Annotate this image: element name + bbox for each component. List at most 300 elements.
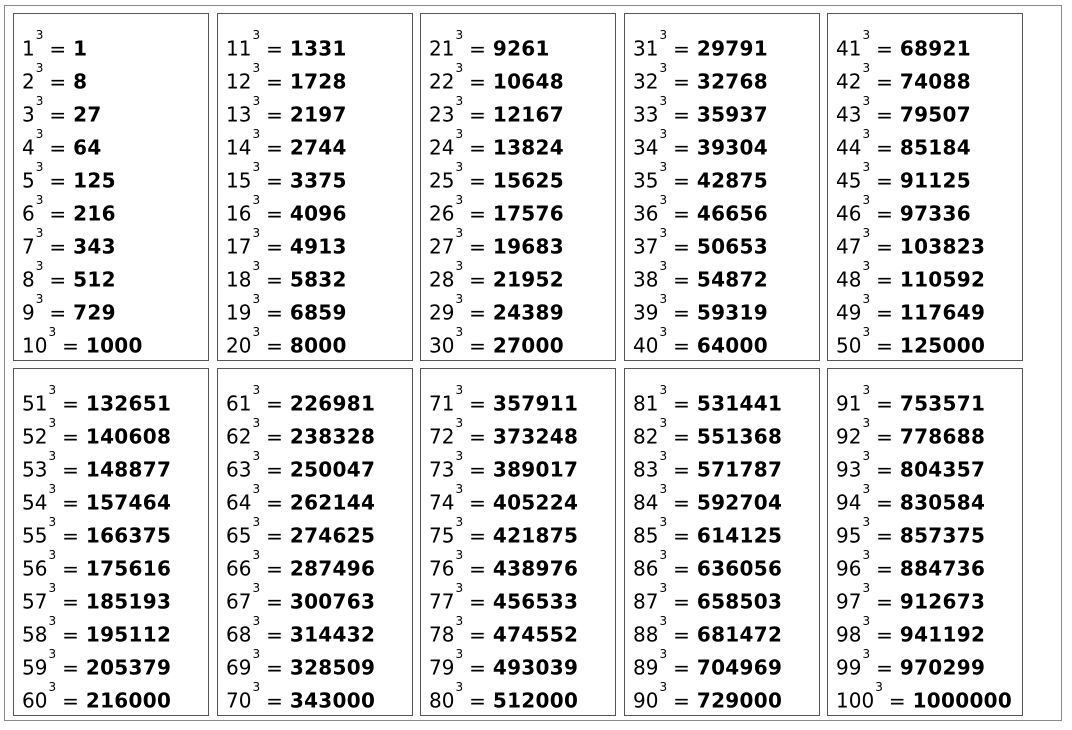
equals-sign: =: [266, 333, 283, 358]
cube-row: [429, 226, 564, 259]
cube-row: [226, 647, 375, 680]
cube-row: [22, 680, 171, 713]
cube-value: 857375: [899, 523, 986, 548]
cube-row: [226, 581, 375, 614]
cube-value: 238328: [289, 424, 376, 449]
equals-sign: =: [876, 234, 893, 259]
cube-row: [633, 226, 768, 259]
cube-exponent: 3: [862, 160, 871, 174]
cube-exponent: 3: [862, 548, 871, 562]
cube-base: 19: [226, 300, 252, 325]
cube-value: 753571: [899, 391, 986, 416]
cube-row: [633, 28, 768, 61]
cube-exponent: 3: [35, 127, 44, 141]
cube-value: 778688: [899, 424, 986, 449]
cube-base: 30: [429, 333, 455, 358]
cube-base: 40: [633, 333, 659, 358]
cube-row: [633, 259, 768, 292]
cube-base: 76: [429, 556, 455, 581]
cube-base: 38: [633, 267, 659, 292]
cube-value: 157464: [85, 490, 172, 515]
cube-exponent: 3: [659, 416, 668, 430]
cube-base: 96: [836, 556, 862, 581]
cube-exponent: 3: [659, 193, 668, 207]
cube-exponent: 3: [252, 226, 261, 240]
cube-value: 46656: [696, 201, 768, 226]
cube-block: [13, 13, 209, 361]
equals-sign: =: [266, 300, 283, 325]
cube-exponent: 3: [659, 581, 668, 595]
cube-base: 39: [633, 300, 659, 325]
cube-base: 69: [226, 655, 252, 680]
cube-exponent: 3: [455, 226, 464, 240]
equals-sign: =: [469, 589, 486, 614]
cube-row: [836, 226, 985, 259]
cube-exponent: 3: [862, 416, 871, 430]
equals-sign: =: [673, 589, 690, 614]
equals-sign: =: [469, 655, 486, 680]
cube-exponent: 3: [862, 61, 871, 75]
cube-row: [429, 482, 578, 515]
cube-value: 804357: [899, 457, 986, 482]
cube-row: [226, 292, 347, 325]
cube-exponent: 3: [35, 226, 44, 240]
cube-exponent: 3: [48, 548, 57, 562]
cube-value: 42875: [696, 168, 768, 193]
cube-row: [429, 383, 578, 416]
equals-sign: =: [62, 424, 79, 449]
cube-row: [22, 292, 143, 325]
cube-exponent: 3: [455, 680, 464, 694]
cube-base: 6: [22, 201, 35, 226]
equals-sign: =: [888, 688, 906, 713]
equals-sign: =: [876, 36, 893, 61]
cube-exponent: 3: [48, 325, 57, 339]
equals-sign: =: [469, 457, 486, 482]
cube-base: 44: [836, 135, 862, 160]
cube-exponent: 3: [455, 548, 464, 562]
cube-base: 72: [429, 424, 455, 449]
cube-base: 94: [836, 490, 862, 515]
equals-sign: =: [673, 135, 690, 160]
equals-sign: =: [266, 69, 283, 94]
cube-base: 10: [22, 333, 48, 358]
cube-exponent: 3: [48, 515, 57, 529]
cube-base: 60: [22, 688, 48, 713]
cube-row: [22, 383, 171, 416]
cube-exponent: 3: [455, 416, 464, 430]
cube-base: 17: [226, 234, 252, 259]
cube-row: [226, 614, 375, 647]
cube-exponent: 3: [862, 482, 871, 496]
cube-value: 175616: [85, 556, 172, 581]
cube-exponent: 3: [659, 325, 668, 339]
equals-sign: =: [62, 391, 79, 416]
cube-value: 17576: [492, 201, 564, 226]
cube-value: 216: [73, 201, 116, 226]
cube-value: 389017: [492, 457, 579, 482]
cube-exponent: 3: [252, 28, 261, 42]
cube-base: 15: [226, 168, 252, 193]
cube-value: 13824: [492, 135, 564, 160]
equals-sign: =: [62, 333, 79, 358]
cube-row: [429, 193, 564, 226]
cube-value: 117649: [899, 300, 986, 325]
equals-sign: =: [876, 391, 893, 416]
equals-sign: =: [469, 201, 486, 226]
cube-row: [836, 61, 985, 94]
equals-sign: =: [266, 201, 283, 226]
cube-value: 132651: [85, 391, 172, 416]
cube-exponent: 3: [252, 581, 261, 595]
cube-value: 185193: [85, 589, 172, 614]
cube-value: 15625: [492, 168, 564, 193]
cube-base: 46: [836, 201, 862, 226]
cube-value: 729: [73, 300, 116, 325]
equals-sign: =: [266, 622, 283, 647]
equals-sign: =: [49, 135, 67, 160]
equals-sign: =: [49, 267, 67, 292]
equals-sign: =: [62, 490, 79, 515]
cube-base: 47: [836, 234, 862, 259]
cube-row: [226, 127, 347, 160]
cube-base: 48: [836, 267, 862, 292]
cube-row: [836, 383, 1012, 416]
cube-value: 226981: [289, 391, 376, 416]
equals-sign: =: [876, 424, 893, 449]
cube-exponent: 3: [48, 416, 57, 430]
cube-value: 91125: [899, 168, 971, 193]
cube-exponent: 3: [659, 160, 668, 174]
cube-value: 195112: [85, 622, 172, 647]
cube-value: 884736: [899, 556, 986, 581]
cube-row: [22, 94, 143, 127]
equals-sign: =: [469, 688, 486, 713]
equals-sign: =: [876, 556, 893, 581]
cube-base: 52: [22, 424, 48, 449]
cube-value: 12167: [492, 102, 564, 127]
equals-sign: =: [266, 234, 283, 259]
cube-exponent: 3: [48, 647, 57, 661]
cube-row: [836, 259, 985, 292]
equals-sign: =: [469, 424, 486, 449]
cube-value: 438976: [492, 556, 579, 581]
equals-sign: =: [266, 168, 283, 193]
cube-base: 50: [836, 333, 862, 358]
cube-row: [226, 548, 375, 581]
cube-value: 830584: [899, 490, 986, 515]
cube-value: 166375: [85, 523, 172, 548]
cube-base: 55: [22, 523, 48, 548]
cube-value: 24389: [492, 300, 564, 325]
cube-base: 35: [633, 168, 659, 193]
cube-exponent: 3: [252, 614, 261, 628]
cube-exponent: 3: [659, 61, 668, 75]
cube-exponent: 3: [659, 28, 668, 42]
cube-value: 1728: [289, 69, 347, 94]
cube-value: 274625: [289, 523, 376, 548]
equals-sign: =: [266, 391, 283, 416]
cube-base: 9: [22, 300, 35, 325]
cube-row: [429, 28, 564, 61]
cube-value: 8: [73, 69, 88, 94]
cube-value: 19683: [492, 234, 564, 259]
equals-sign: =: [876, 135, 893, 160]
cube-value: 357911: [492, 391, 579, 416]
cube-row: [633, 581, 782, 614]
equals-sign: =: [469, 523, 486, 548]
cube-value: 21952: [492, 267, 564, 292]
cube-row: [633, 614, 782, 647]
cube-value: 474552: [492, 622, 579, 647]
cube-row: [226, 515, 375, 548]
cube-exponent: 3: [659, 647, 668, 661]
cube-exponent: 3: [48, 383, 57, 397]
equals-sign: =: [49, 102, 67, 127]
cube-value: 35937: [696, 102, 768, 127]
cube-row: [22, 482, 171, 515]
equals-sign: =: [673, 622, 690, 647]
cube-base: 59: [22, 655, 48, 680]
cube-base: 14: [226, 135, 252, 160]
cube-exponent: 3: [659, 548, 668, 562]
cube-row: [836, 449, 1012, 482]
cube-row: [22, 127, 143, 160]
cube-row: [226, 160, 347, 193]
cube-value: 27: [73, 102, 102, 127]
cube-base: 27: [429, 234, 455, 259]
cube-exponent: 3: [862, 647, 871, 661]
cube-value: 970299: [899, 655, 986, 680]
cube-base: 37: [633, 234, 659, 259]
equals-sign: =: [876, 69, 893, 94]
cube-base: 43: [836, 102, 862, 127]
equals-sign: =: [673, 424, 690, 449]
cube-value: 97336: [899, 201, 971, 226]
cube-value: 74088: [899, 69, 971, 94]
cube-exponent: 3: [659, 226, 668, 240]
equals-sign: =: [876, 168, 893, 193]
cube-value: 658503: [696, 589, 783, 614]
equals-sign: =: [673, 102, 690, 127]
cube-exponent: 3: [455, 482, 464, 496]
cube-row: [22, 548, 171, 581]
cube-base: 67: [226, 589, 252, 614]
cube-row: [429, 325, 564, 358]
cube-base: 28: [429, 267, 455, 292]
equals-sign: =: [266, 589, 283, 614]
cube-row: [836, 160, 985, 193]
cube-base: 23: [429, 102, 455, 127]
cube-row: [633, 292, 768, 325]
cube-row: [836, 647, 1012, 680]
cube-row: [633, 383, 782, 416]
cube-exponent: 3: [252, 416, 261, 430]
cube-base: 84: [633, 490, 659, 515]
cube-value: 125000: [899, 333, 986, 358]
cube-exponent: 3: [659, 127, 668, 141]
cube-block: [420, 368, 616, 716]
cube-exponent: 3: [35, 160, 44, 174]
cube-exponent: 3: [875, 680, 883, 694]
cube-exponent: 3: [252, 61, 261, 75]
cube-exponent: 3: [862, 383, 871, 397]
equals-sign: =: [49, 234, 67, 259]
cube-base: 71: [429, 391, 455, 416]
equals-sign: =: [673, 333, 690, 358]
cube-value: 79507: [899, 102, 971, 127]
cube-value: 8000: [289, 333, 347, 358]
cube-exponent: 3: [252, 193, 261, 207]
equals-sign: =: [673, 655, 690, 680]
cube-exponent: 3: [252, 449, 261, 463]
equals-sign: =: [266, 267, 283, 292]
cube-value: 551368: [696, 424, 783, 449]
cube-base: 12: [226, 69, 252, 94]
cube-exponent: 3: [659, 292, 668, 306]
equals-sign: =: [469, 36, 486, 61]
cube-exponent: 3: [455, 647, 464, 661]
equals-sign: =: [469, 267, 486, 292]
equals-sign: =: [469, 102, 486, 127]
cube-value: 4096: [289, 201, 347, 226]
cube-row: [633, 160, 768, 193]
cube-exponent: 3: [455, 160, 464, 174]
cube-value: 571787: [696, 457, 783, 482]
cube-row: [22, 515, 171, 548]
cube-row: [226, 61, 347, 94]
cube-row: [226, 193, 347, 226]
cube-exponent: 3: [48, 614, 57, 628]
cube-exponent: 3: [35, 61, 44, 75]
cube-base: 78: [429, 622, 455, 647]
cube-row: [226, 28, 347, 61]
cube-base: 73: [429, 457, 455, 482]
cube-exponent: 3: [659, 680, 668, 694]
cube-base: 75: [429, 523, 455, 548]
cube-exponent: 3: [862, 127, 871, 141]
cube-exponent: 3: [862, 325, 871, 339]
cube-base: 21: [429, 36, 455, 61]
cube-base: 95: [836, 523, 862, 548]
cube-base: 100: [836, 688, 875, 713]
equals-sign: =: [469, 69, 486, 94]
cube-base: 58: [22, 622, 48, 647]
cube-row: [226, 94, 347, 127]
equals-sign: =: [266, 424, 283, 449]
cube-exponent: 3: [252, 94, 261, 108]
cube-base: 53: [22, 457, 48, 482]
cube-row: [836, 581, 1012, 614]
cube-row: [22, 28, 143, 61]
cube-value: 941192: [899, 622, 986, 647]
cube-base: 42: [836, 69, 862, 94]
cube-block: [217, 13, 413, 361]
cube-base: 11: [226, 36, 252, 61]
equals-sign: =: [469, 333, 486, 358]
cube-exponent: 3: [862, 226, 871, 240]
cube-block: [217, 368, 413, 716]
cube-row: [22, 160, 143, 193]
equals-sign: =: [266, 36, 283, 61]
cube-value: 64: [73, 135, 102, 160]
cube-exponent: 3: [252, 292, 261, 306]
cube-base: 70: [226, 688, 252, 713]
cube-value: 512000: [492, 688, 579, 713]
cube-base: 8: [22, 267, 35, 292]
cube-value: 373248: [492, 424, 579, 449]
cube-row: [226, 482, 375, 515]
cube-row: [226, 449, 375, 482]
cube-value: 704969: [696, 655, 783, 680]
cube-base: 13: [226, 102, 252, 127]
cube-base: 92: [836, 424, 862, 449]
cube-value: 2197: [289, 102, 347, 127]
cube-value: 493039: [492, 655, 579, 680]
cube-row: [633, 94, 768, 127]
cube-value: 59319: [696, 300, 768, 325]
cube-exponent: 3: [455, 127, 464, 141]
cube-row: [633, 548, 782, 581]
cube-base: 16: [226, 201, 252, 226]
cube-exponent: 3: [455, 515, 464, 529]
cube-exponent: 3: [455, 28, 464, 42]
cube-base: 2: [22, 69, 35, 94]
cube-value: 27000: [492, 333, 564, 358]
cube-exponent: 3: [455, 449, 464, 463]
equals-sign: =: [469, 622, 486, 647]
cube-base: 1: [22, 36, 35, 61]
cube-base: 62: [226, 424, 252, 449]
cube-block: [624, 368, 820, 716]
cube-exponent: 3: [252, 383, 261, 397]
cube-row: [836, 515, 1012, 548]
cube-base: 77: [429, 589, 455, 614]
cube-base: 4: [22, 135, 35, 160]
cube-row: [22, 449, 171, 482]
equals-sign: =: [673, 69, 690, 94]
cube-value: 343: [73, 234, 116, 259]
cube-base: 93: [836, 457, 862, 482]
cube-exponent: 3: [35, 193, 44, 207]
cube-row: [22, 647, 171, 680]
cube-value: 205379: [85, 655, 172, 680]
cube-base: 31: [633, 36, 659, 61]
cube-row: [22, 226, 143, 259]
cube-value: 405224: [492, 490, 579, 515]
cube-value: 1: [73, 36, 88, 61]
cube-base: 5: [22, 168, 35, 193]
cube-row: [633, 416, 782, 449]
equals-sign: =: [673, 36, 690, 61]
cube-value: 5832: [289, 267, 347, 292]
cube-row: [22, 193, 143, 226]
cube-row: [429, 94, 564, 127]
equals-sign: =: [62, 523, 79, 548]
cube-row: [226, 226, 347, 259]
cube-exponent: 3: [252, 647, 261, 661]
cube-row: [836, 193, 985, 226]
cube-value: 39304: [696, 135, 768, 160]
equals-sign: =: [673, 556, 690, 581]
cube-exponent: 3: [862, 449, 871, 463]
cube-exponent: 3: [862, 259, 871, 273]
equals-sign: =: [469, 135, 486, 160]
equals-sign: =: [876, 655, 893, 680]
equals-sign: =: [266, 135, 283, 160]
cube-base: 63: [226, 457, 252, 482]
cube-value: 262144: [289, 490, 376, 515]
